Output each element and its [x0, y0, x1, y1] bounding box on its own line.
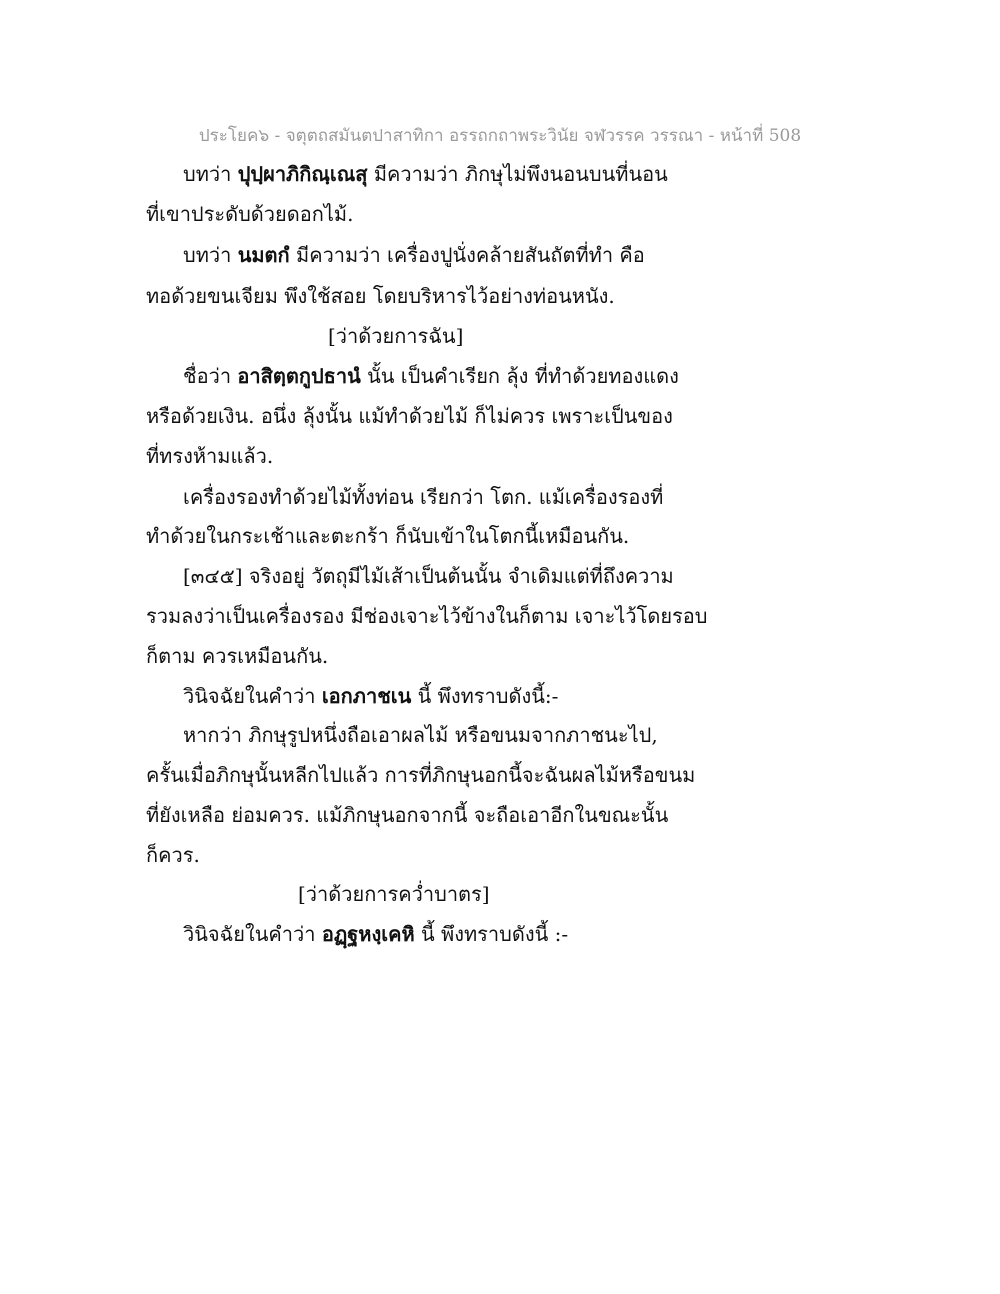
paragraph-line: ที่ทรงห้ามแล้ว. — [146, 444, 274, 468]
paragraph-line — [183, 242, 645, 268]
paragraph-line: ทอด้วยขนเจียม พึงใช้สอย โดยบริหารไว้อย่างท่อนหนัง. — [146, 284, 615, 308]
pali-term: ปุปฺผาภิกิณฺเณสุ — [237, 162, 368, 186]
paragraph-line — [183, 683, 558, 709]
pali-term: อาสิตฺตกูปธานํ — [237, 364, 361, 388]
text-run: วินิจฉัยในคำว่า — [183, 684, 322, 708]
paragraph-line: ก็ตาม ควรเหมือนกัน. — [146, 644, 329, 668]
paragraph-line: หรือด้วยเงิน. อนึ่ง ลุ้งนั้น แม้ทำด้วยไม้ ก็ไม่ควร เพราะเป็นของ — [146, 404, 673, 428]
paragraph-line: ครั้นเมื่อภิกษุนั้นหลีกไปแล้ว การที่ภิกษุนอกนี้จะฉันผลไม้หรือขนม — [146, 763, 696, 787]
paragraph-line — [183, 161, 668, 187]
pali-term: อฏฺฐหงฺเคหิ — [321, 922, 415, 946]
text-run: ชื่อว่า — [183, 364, 238, 388]
text-run: บทว่า — [183, 243, 238, 267]
text-run: นั้น เป็นคำเรียก ลุ้ง ที่ทำด้วยทองแดง — [360, 364, 679, 388]
pali-term: เอกภาชเน — [321, 684, 412, 708]
paragraph-line: [๓๔๕] จริงอยู่ วัตถุมีไม้เส้าเป็นต้นนั้น จำเดิมแต่ที่ถึงความ — [183, 564, 674, 588]
paragraph-line: เครื่องรองทำด้วยไม้ทั้งท่อน เรียกว่า โตก. แม้เครื่องรองที่ — [183, 485, 664, 509]
text-run: มีความว่า เครื่องปูนั่งคล้ายสันถัตที่ทำ คือ — [289, 243, 645, 267]
paragraph-line: รวมลงว่าเป็นเครื่องรอง มีช่องเจาะไว้ข้างในก็ตาม เจาะไว้โดยรอบ — [146, 604, 708, 628]
text-run: มีความว่า ภิกษุไม่พึงนอนบนที่นอน — [367, 162, 668, 186]
paragraph-line — [183, 921, 568, 947]
paragraph-line — [183, 363, 679, 389]
paragraph-line: ก็ควร. — [146, 843, 200, 867]
paragraph-line: หากว่า ภิกษุรูปหนึ่งถือเอาผลไม้ หรือขนมจากภาชนะไป, — [183, 723, 658, 747]
pali-term: นมตกํ — [237, 243, 290, 267]
text-run: นี้ พึงทราบดังนี้ :- — [414, 922, 569, 946]
text-run: บทว่า — [183, 162, 238, 186]
paragraph-line: ทำด้วยในกระเช้าและตะกร้า ก็นับเข้าในโตกนี้เหมือนกัน. — [146, 524, 630, 548]
text-run: วินิจฉัยในคำว่า — [183, 922, 322, 946]
section-heading: [ว่าด้วยการคว่ำบาตร] — [298, 882, 490, 906]
page-header: ประโยค๖ - จตุตถสมันตปาสาทิกา อรรถกถาพระวินัย จฬวรรค วรรณา - หน้าที่ 508 — [198, 126, 802, 146]
text-run: นี้ พึงทราบดังนี้:- — [411, 684, 559, 708]
section-heading: [ว่าด้วยการฉัน] — [328, 324, 464, 348]
paragraph-line: ที่เขาประดับด้วยดอกไม้. — [146, 202, 354, 226]
paragraph-line: ที่ยังเหลือ ย่อมควร. แม้ภิกษุนอกจากนี้ จะถือเอาอีกในขณะนั้น — [146, 803, 669, 827]
